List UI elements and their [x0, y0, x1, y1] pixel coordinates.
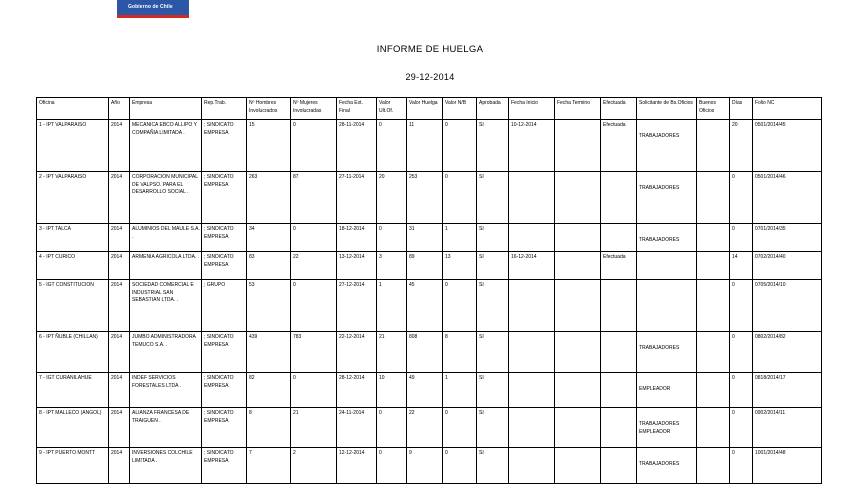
cell-rep: ; SINDICATO EMPRESA: [202, 448, 247, 484]
solicitante-value: TRABAJADORES: [639, 133, 680, 139]
cell-rep: ; SINDICATO EMPRESA: [202, 172, 247, 224]
column-header: Fecha Ext. Final: [337, 98, 377, 120]
cell-hombres: 34: [247, 224, 291, 252]
cell-buenos: [697, 408, 730, 448]
cell-oficina: 8 - IPT MALLECO (ANGOL): [37, 408, 109, 448]
cell-aprobada: SI: [477, 224, 509, 252]
cell-aprobada: SI: [477, 172, 509, 224]
cell-empresa: ALUMINIOS DEL MAULE S.A. .: [130, 224, 202, 252]
cell-huelga: 808: [407, 332, 443, 373]
cell-dias: 0: [730, 332, 753, 373]
cell-aprobada: SI: [477, 373, 509, 408]
cell-buenos: [697, 252, 730, 280]
cell-nb: 13: [443, 252, 477, 280]
cell-aprobada: SI: [477, 120, 509, 172]
cell-nb: 0: [443, 172, 477, 224]
column-header: Valor Huelga: [407, 98, 443, 120]
solicitante-value: TRABAJADORES: [639, 185, 680, 191]
cell-huelga: 49: [407, 373, 443, 408]
cell-anio: 2014: [109, 172, 130, 224]
cell-inicio: [509, 224, 555, 252]
cell-ult: 0: [377, 120, 407, 172]
cell-fecha-ext: 24-11-2014: [337, 408, 377, 448]
cell-oficina: 4 - IPT CURICO: [37, 252, 109, 280]
cell-efectuada: [601, 280, 637, 332]
column-header: Días: [730, 98, 753, 120]
cell-anio: 2014: [109, 252, 130, 280]
table-row: [37, 373, 822, 408]
cell-fecha-ext: 12-12-2014: [337, 448, 377, 484]
cell-dias: 0: [730, 408, 753, 448]
cell-oficina: 1 - IPT VALPARAISO: [37, 120, 109, 172]
cell-inicio: [509, 332, 555, 373]
cell-mujeres: 2: [291, 448, 337, 484]
report-title: INFORME DE HUELGA: [376, 44, 484, 55]
cell-solicitante: [637, 120, 697, 172]
cell-solicitante: [637, 252, 697, 280]
cell-huelga: 11: [407, 120, 443, 172]
cell-huelga: 45: [407, 280, 443, 332]
column-header: Valor Ult.Of.: [377, 98, 407, 120]
cell-termino: [555, 448, 601, 484]
solicitante-value: EMPLEADOR: [639, 428, 671, 435]
cell-inicio: [509, 448, 555, 484]
cell-anio: 2014: [109, 448, 130, 484]
cell-dias: 0: [730, 280, 753, 332]
cell-fecha-ext: 22-12-2014: [337, 332, 377, 373]
cell-huelga: 31: [407, 224, 443, 252]
cell-dias: 20: [730, 120, 753, 172]
cell-mujeres: 22: [291, 252, 337, 280]
cell-aprobada: SI: [477, 332, 509, 373]
table-row: [37, 332, 822, 373]
cell-folio: 0802/2014/82: [753, 332, 822, 373]
cell-folio: 0818/2014/17: [753, 373, 822, 408]
cell-aprobada: SI: [477, 448, 509, 484]
column-header: Efectuada: [601, 98, 637, 120]
cell-oficina: 5 - IGT CONSTITUCION: [37, 280, 109, 332]
cell-termino: [555, 120, 601, 172]
cell-fecha-ext: 28-11-2014: [337, 120, 377, 172]
cell-huelga: 89: [407, 252, 443, 280]
cell-buenos: [697, 172, 730, 224]
cell-solicitante: [637, 224, 697, 252]
cell-dias: 0: [730, 172, 753, 224]
cell-inicio: [509, 408, 555, 448]
cell-nb: 0: [443, 408, 477, 448]
cell-dias: 0: [730, 373, 753, 408]
cell-rep: ; SINDICATO EMPRESA: [202, 373, 247, 408]
solicitante-value: TRABAJADORES: [639, 461, 680, 467]
column-header: Aprobada: [477, 98, 509, 120]
column-header: Nº Hombres Involucrados: [247, 98, 291, 120]
solicitante-value: TRABAJADORES: [639, 237, 680, 243]
cell-mujeres: 21: [291, 408, 337, 448]
cell-rep: ; SINDICATO EMPRESA: [202, 224, 247, 252]
cell-aprobada: SI: [477, 280, 509, 332]
cell-buenos: [697, 120, 730, 172]
column-header: Valor N/B: [443, 98, 477, 120]
cell-dias: 14: [730, 252, 753, 280]
cell-fecha-ext: 27-12-2014: [337, 280, 377, 332]
column-header: Fecha Inicio: [509, 98, 555, 120]
column-header: Folio NC: [753, 98, 822, 120]
cell-solicitante: [637, 172, 697, 224]
table-row: [37, 408, 822, 448]
cell-nb: 0: [443, 448, 477, 484]
cell-efectuada: [601, 224, 637, 252]
cell-fecha-ext: 18-12-2014: [337, 224, 377, 252]
cell-ult: 21: [377, 332, 407, 373]
cell-folio: 0501/2014/46: [753, 172, 822, 224]
cell-buenos: [697, 224, 730, 252]
cell-ult: 0: [377, 448, 407, 484]
cell-dias: 0: [730, 224, 753, 252]
table-row: [37, 280, 822, 332]
solicitante-value: EMPLEADOR: [639, 386, 671, 392]
cell-empresa: MECANICA EBCO ALLIPO Y COMPAÑIA LIMITADA .: [130, 120, 202, 172]
cell-folio: 0501/2014/45: [753, 120, 822, 172]
cell-empresa: ALIANZA FRANCESA DE TRAIGUEN .: [130, 408, 202, 448]
column-header: Rep.Trab.: [202, 98, 247, 120]
cell-efectuada: [601, 448, 637, 484]
cell-anio: 2014: [109, 120, 130, 172]
government-logo-text: Gobierno de Chile: [128, 4, 173, 10]
table-row: [37, 224, 822, 252]
cell-oficina: 3 - IPT TALCA: [37, 224, 109, 252]
cell-hombres: 7: [247, 448, 291, 484]
cell-hombres: 83: [247, 252, 291, 280]
cell-rep: ; SINDICATO EMPRESA: [202, 120, 247, 172]
cell-fecha-ext: 27-11-2014: [337, 172, 377, 224]
cell-solicitante: [637, 373, 697, 408]
cell-empresa: INVERSIONES COLCHILE LIMITADA .: [130, 448, 202, 484]
cell-anio: 2014: [109, 280, 130, 332]
cell-nb: 0: [443, 280, 477, 332]
cell-hombres: 439: [247, 332, 291, 373]
cell-folio: 0701/2014/35: [753, 224, 822, 252]
cell-hombres: 263: [247, 172, 291, 224]
cell-empresa: SOCIEDAD COMERCIAL E INDUSTRIAL SAN SEBASTIAN LTDA. .: [130, 280, 202, 332]
cell-mujeres: 0: [291, 224, 337, 252]
cell-empresa: JUMBO ADMINISTRADORA TEMUCO S.A. .: [130, 332, 202, 373]
table-row: [37, 172, 822, 224]
cell-aprobada: SI: [477, 252, 509, 280]
cell-inicio: [509, 280, 555, 332]
cell-oficina: 2 - IPT VALPARAISO: [37, 172, 109, 224]
cell-fecha-ext: 28-12-2014: [337, 373, 377, 408]
table-row: [37, 448, 822, 484]
cell-huelga: 9: [407, 448, 443, 484]
cell-solicitante: [637, 332, 697, 373]
cell-anio: 2014: [109, 224, 130, 252]
column-header: Año: [109, 98, 130, 120]
cell-hombres: 82: [247, 373, 291, 408]
cell-empresa: ARMENIA AGRICOLA LTDA. .: [130, 252, 202, 280]
cell-ult: 0: [377, 408, 407, 448]
cell-folio: 1001/2014/48: [753, 448, 822, 484]
cell-ult: 0: [377, 224, 407, 252]
column-header: Fecha Termino: [555, 98, 601, 120]
cell-efectuada: Efectuada: [601, 120, 637, 172]
cell-oficina: 6 - IPT ÑUBLE (CHILLAN): [37, 332, 109, 373]
table-row: [37, 252, 822, 280]
cell-ult: 1: [377, 280, 407, 332]
cell-termino: [555, 408, 601, 448]
cell-folio: 0702/2014/40: [753, 252, 822, 280]
cell-aprobada: SI: [477, 408, 509, 448]
cell-mujeres: 783: [291, 332, 337, 373]
cell-oficina: 7 - IGT CURANILAHUE: [37, 373, 109, 408]
cell-inicio: [509, 172, 555, 224]
cell-oficina: 9 - IPT PUERTO MONTT: [37, 448, 109, 484]
cell-efectuada: Efectuada: [601, 252, 637, 280]
cell-folio: 0705/2014/10: [753, 280, 822, 332]
cell-dias: 0: [730, 448, 753, 484]
cell-nb: 1: [443, 224, 477, 252]
cell-termino: [555, 252, 601, 280]
column-header: Empresa: [130, 98, 202, 120]
cell-buenos: [697, 280, 730, 332]
cell-nb: 0: [443, 120, 477, 172]
cell-termino: [555, 332, 601, 373]
cell-hombres: 8: [247, 408, 291, 448]
cell-mujeres: 0: [291, 373, 337, 408]
cell-anio: 2014: [109, 373, 130, 408]
cell-mujeres: 0: [291, 120, 337, 172]
column-header: Nº Mujeres Involucradas: [291, 98, 337, 120]
cell-anio: 2014: [109, 408, 130, 448]
cell-buenos: [697, 448, 730, 484]
cell-hombres: 15: [247, 120, 291, 172]
cell-anio: 2014: [109, 332, 130, 373]
cell-solicitante: [637, 408, 697, 448]
table-header-row: [37, 98, 822, 120]
cell-fecha-ext: 13-12-2014: [337, 252, 377, 280]
cell-efectuada: [601, 172, 637, 224]
cell-ult: 3: [377, 252, 407, 280]
cell-rep: ; SINDICATO EMPRESA: [202, 252, 247, 280]
cell-termino: [555, 373, 601, 408]
cell-solicitante: [637, 280, 697, 332]
solicitante-value: TRABAJADORES: [639, 421, 680, 427]
cell-ult: 10: [377, 373, 407, 408]
cell-nb: 8: [443, 332, 477, 373]
cell-rep: ; SINDICATO EMPRESA: [202, 332, 247, 373]
column-header: Buenos Oficios: [697, 98, 730, 120]
cell-hombres: 53: [247, 280, 291, 332]
table-row: [37, 120, 822, 172]
cell-termino: [555, 280, 601, 332]
cell-buenos: [697, 332, 730, 373]
cell-efectuada: [601, 373, 637, 408]
cell-rep: ; GRUPO: [202, 280, 247, 332]
report-date: 29-12-2014: [405, 72, 455, 82]
column-header: Oficina: [37, 98, 109, 120]
cell-folio: 0902/2014/11: [753, 408, 822, 448]
cell-solicitante: [637, 448, 697, 484]
cell-inicio: 10-12-2014: [509, 120, 555, 172]
cell-huelga: 253: [407, 172, 443, 224]
cell-efectuada: [601, 408, 637, 448]
cell-mujeres: 0: [291, 280, 337, 332]
cell-inicio: [509, 373, 555, 408]
cell-nb: 1: [443, 373, 477, 408]
cell-termino: [555, 224, 601, 252]
cell-huelga: 22: [407, 408, 443, 448]
cell-efectuada: [601, 332, 637, 373]
column-header: Solicitante de Bs.Oficios: [637, 98, 697, 120]
cell-ult: 20: [377, 172, 407, 224]
cell-empresa: INDEF SERVICIOS FORESTALES LTDA .: [130, 373, 202, 408]
cell-mujeres: 87: [291, 172, 337, 224]
cell-buenos: [697, 373, 730, 408]
cell-rep: ; SINDICATO EMPRESA: [202, 408, 247, 448]
solicitante-value: TRABAJADORES: [639, 345, 680, 351]
strike-report-table: [36, 97, 822, 484]
cell-empresa: CORPORACION MUNICIPAL DE VALPSO. PARA EL DESARROLLO SOCIAL .: [130, 172, 202, 224]
cell-termino: [555, 172, 601, 224]
cell-inicio: 16-12-2014: [509, 252, 555, 280]
